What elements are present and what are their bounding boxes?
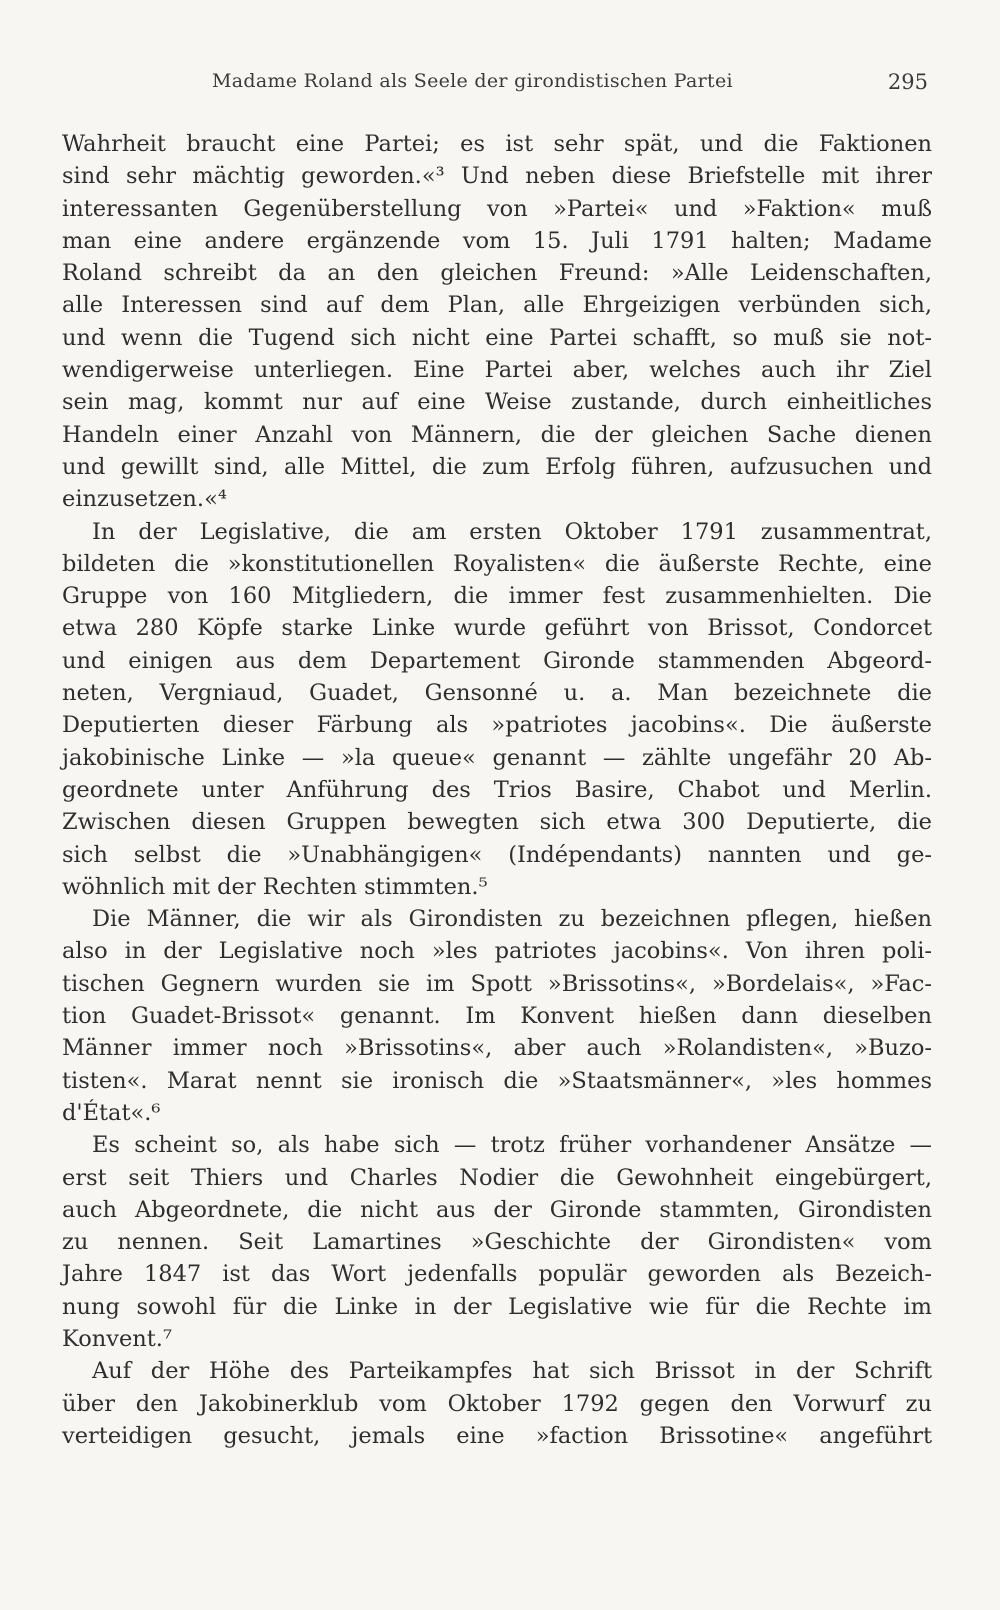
text-line: Gruppe von 160 Mitgliedern, die immer fest zusammenhielten. Die bbox=[62, 583, 932, 610]
text-line: tisten«. Marat nennt sie ironisch die »Staatsmänner«, »les hommes bbox=[62, 1067, 932, 1094]
text-line: sind sehr mächtig geworden.«³ Und neben diese Briefstelle mit ihrer bbox=[62, 163, 932, 190]
text-line: Auf der Höhe des Parteikampfes hat sich Brissot in der Schrift bbox=[92, 1358, 932, 1385]
text-line: und wenn die Tugend sich nicht eine Partei schafft, so muß sie not- bbox=[62, 324, 932, 351]
text-line: wendigerweise unterliegen. Eine Partei aber, welches auch ihr Ziel bbox=[62, 357, 932, 384]
text-line: tischen Gegnern wurden sie im Spott »Brissotins«, »Bordelais«, »Fac- bbox=[62, 970, 932, 997]
text-line: wöhnlich mit der Rechten stimmten.⁵ bbox=[62, 873, 488, 900]
text-line: In der Legislative, die am ersten Oktober 1791 zusammentrat, bbox=[92, 518, 932, 545]
text-line: Handeln einer Anzahl von Männern, die der gleichen Sache dienen bbox=[62, 421, 932, 448]
text-line: bildeten die »konstitutionellen Royalisten« die äußerste Rechte, eine bbox=[62, 550, 932, 577]
text-line: Zwischen diesen Gruppen bewegten sich etwa 300 Deputierte, die bbox=[62, 809, 932, 836]
text-line: etwa 280 Köpfe starke Linke wurde geführt von Brissot, Condorcet bbox=[62, 615, 932, 642]
text-line: Jahre 1847 ist das Wort jedenfalls populär geworden als Bezeich- bbox=[62, 1261, 932, 1288]
page-number: 295 bbox=[887, 70, 928, 94]
text-line: zu nennen. Seit Lamartines »Geschichte der Girondisten« vom bbox=[62, 1229, 932, 1256]
text-line: Wahrheit braucht eine Partei; es ist sehr spät, und die Faktionen bbox=[62, 131, 932, 157]
text-line: und gewillt sind, alle Mittel, die zum Erfolg führen, aufzusuchen und bbox=[62, 453, 932, 480]
text-line: verteidigen gesucht, jemals eine »faction Brissotine« angeführt bbox=[62, 1422, 932, 1449]
text-line: geordnete unter Anführung des Trios Basire, Chabot und Merlin. bbox=[62, 776, 932, 803]
text-line: auch Abgeordnete, die nicht aus der Gironde stammten, Girondisten bbox=[62, 1196, 932, 1223]
text-line: Es scheint so, als habe sich — trotz früher vorhandener Ansätze — bbox=[92, 1132, 932, 1159]
text-line: tion Guadet-Brissot« genannt. Im Konvent hießen dann dieselben bbox=[62, 1003, 932, 1030]
text-line: interessanten Gegenüberstellung von »Partei« und »Faktion« muß bbox=[62, 195, 932, 222]
text-line: d'État«.⁶ bbox=[62, 1099, 161, 1126]
text-line: man eine andere ergänzende vom 15. Juli 1791 halten; Madame bbox=[62, 227, 932, 254]
text-line: einzusetzen.«⁴ bbox=[62, 486, 227, 513]
text-line: sich selbst die »Unabhängigen« (Indépendants) nannten und ge- bbox=[62, 841, 932, 868]
text-line: Deputierten dieser Färbung als »patriotes jacobins«. Die äußerste bbox=[62, 712, 932, 739]
body-text bbox=[62, 128, 932, 1452]
text-line: Die Männer, die wir als Girondisten zu bezeichnen pflegen, hießen bbox=[92, 906, 932, 933]
text-line: erst seit Thiers und Charles Nodier die Gewohnheit eingebürgert, bbox=[62, 1164, 932, 1191]
text-line: neten, Vergniaud, Guadet, Gensonné u. a. Man bezeichnete die bbox=[62, 680, 932, 707]
text-line: also in der Legislative noch »les patriotes jacobins«. Von ihren poli- bbox=[62, 938, 932, 965]
text-line: und einigen aus dem Departement Gironde stammenden Abgeord- bbox=[62, 647, 932, 674]
text-line: Konvent.⁷ bbox=[62, 1325, 172, 1352]
text-line: Roland schreibt da an den gleichen Freund: »Alle Leidenschaften, bbox=[62, 260, 932, 287]
text-line: Männer immer noch »Brissotins«, aber auch »Rolandisten«, »Buzo- bbox=[62, 1035, 932, 1062]
text-line: jakobinische Linke — »la queue« genannt — zählte ungefähr 20 Ab- bbox=[62, 744, 932, 771]
text-line: sein mag, kommt nur auf eine Weise zustande, durch einheitliches bbox=[62, 389, 932, 416]
text-line: über den Jakobinerklub vom Oktober 1792 gegen den Vorwurf zu bbox=[62, 1390, 932, 1417]
text-line: alle Interessen sind auf dem Plan, alle Ehrgeizigen verbünden sich, bbox=[62, 292, 932, 319]
running-title: Madame Roland als Seele der girondistischen Partei bbox=[212, 70, 733, 92]
text-line: nung sowohl für die Linke in der Legislative wie für die Rechte im bbox=[62, 1293, 932, 1320]
